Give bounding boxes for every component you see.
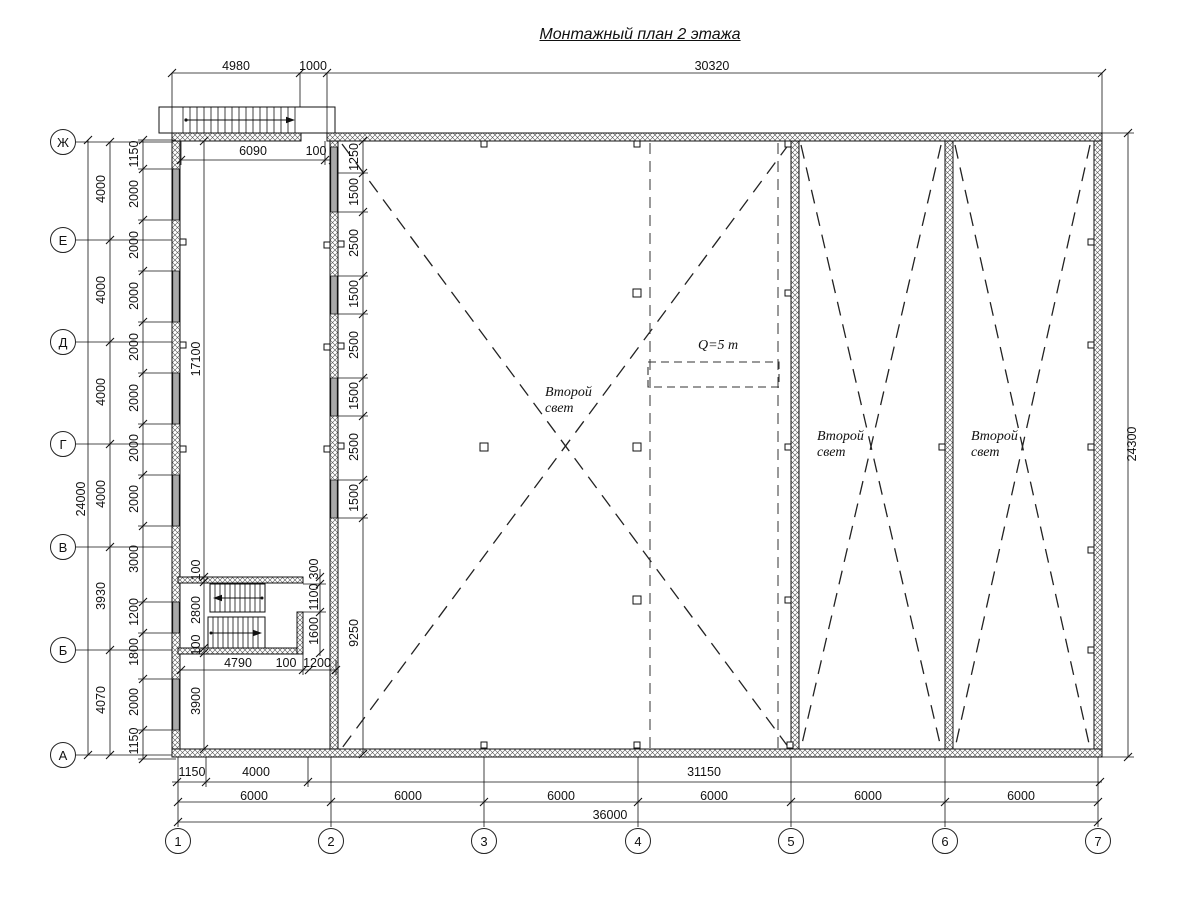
dim-label: 1600 [307, 617, 321, 645]
column-marker [324, 446, 330, 452]
column-marker [338, 343, 344, 349]
dim-label: 2800 [189, 596, 203, 624]
column-marker [480, 443, 488, 451]
dim-label: 4000 [242, 765, 270, 779]
dim-label: 1150 [178, 765, 206, 779]
dim-label: 36000 [592, 808, 628, 822]
dim-label: 1800 [127, 638, 141, 666]
column-marker [1088, 547, 1094, 553]
dim-label: 3000 [127, 545, 141, 573]
crane-zone [648, 143, 779, 748]
axis-bubble-row: Д [50, 329, 76, 355]
column-marker [338, 443, 344, 449]
column-marker [180, 342, 186, 348]
dim-label: 24000 [74, 481, 88, 517]
axis-bubble-col: 4 [625, 828, 651, 854]
dim-label: 3930 [94, 582, 108, 610]
dim-label: 6000 [854, 789, 882, 803]
dim-label: 1000 [299, 59, 327, 73]
wall-top-annex [172, 133, 301, 141]
column-marker [180, 239, 186, 245]
column-marker [1088, 239, 1094, 245]
dim-label: 2000 [127, 180, 141, 208]
axis-bubble-col: 2 [318, 828, 344, 854]
dim-label: 24300 [1125, 426, 1139, 462]
axis-bubble-col: 6 [932, 828, 958, 854]
window-segment [173, 679, 179, 730]
wall-top-main [327, 133, 1102, 141]
window-segment [173, 271, 179, 322]
stairwell-wall-right [297, 612, 303, 654]
axis-bubble-col: 1 [165, 828, 191, 854]
dim-label: 100 [189, 559, 203, 581]
column-marker [785, 141, 791, 147]
axis-bubble-row: Е [50, 227, 76, 253]
dim-label: 6000 [547, 789, 575, 803]
dim-label: 1500 [347, 280, 361, 308]
dim-label: 4000 [94, 175, 108, 203]
wall-axis5 [791, 141, 799, 749]
axis-bubble-row: В [50, 534, 76, 560]
dim-label: 1200 [127, 598, 141, 626]
column-marker [633, 596, 641, 604]
dim-label: 1150 [127, 140, 141, 168]
column-marker [1088, 342, 1094, 348]
dim-label: 1500 [347, 484, 361, 512]
wall-bottom [172, 749, 1102, 757]
dim-label: 4000 [94, 378, 108, 406]
column-marker [787, 742, 793, 748]
dim-label: 31150 [687, 765, 721, 779]
column-marker [180, 446, 186, 452]
column-marker [338, 241, 344, 247]
drawing-title: Монтажный план 2 этажа [539, 26, 741, 43]
dim-label: 2000 [127, 384, 141, 412]
window-segment [173, 169, 179, 220]
column-marker [785, 444, 791, 450]
dim-label: 2500 [347, 433, 361, 461]
column-marker [785, 290, 791, 296]
column-marker [481, 141, 487, 147]
axis-bubble-row: А [50, 742, 76, 768]
dim-label: 2000 [127, 333, 141, 361]
stair-path-start [184, 118, 187, 121]
exterior-stair [159, 107, 335, 133]
column-marker [634, 742, 640, 748]
dim-label: 1500 [347, 178, 361, 206]
dim-label: 9250 [347, 619, 361, 647]
dim-label: 100 [275, 656, 297, 670]
window-segment [331, 276, 337, 314]
column-marker [785, 597, 791, 603]
axis-bubble-row: Ж [50, 129, 76, 155]
dim-label: 1500 [347, 382, 361, 410]
window-segment [173, 475, 179, 526]
column-marker [633, 289, 641, 297]
wall-right [1094, 141, 1102, 749]
wall-left [172, 141, 180, 749]
axis-bubble-row: Б [50, 637, 76, 663]
dim-label: 100 [305, 144, 327, 158]
dim-label: 300 [307, 558, 321, 580]
dim-label: 4790 [224, 656, 252, 670]
column-marker [939, 444, 945, 450]
column-marker [1088, 647, 1094, 653]
dim-label: 100 [189, 634, 203, 656]
axis-bubble-col: 7 [1085, 828, 1111, 854]
second-light-label: Второй свет [971, 429, 1018, 460]
dim-label: 1100 [307, 583, 321, 611]
dim-label: 2000 [127, 485, 141, 513]
window-segment [173, 373, 179, 424]
dim-label: 30320 [694, 59, 730, 73]
dim-label: 2500 [347, 331, 361, 359]
wall-axis6 [945, 141, 953, 749]
interior-stair [208, 584, 265, 648]
axis-bubble-row: Г [50, 431, 76, 457]
window-segment [173, 602, 179, 633]
column-marker [324, 242, 330, 248]
dim-label: 2000 [127, 231, 141, 259]
dim-label: 6000 [1007, 789, 1035, 803]
dim-label: 1250 [347, 143, 361, 171]
column-marker [481, 742, 487, 748]
second-light-label: Второй свет [545, 385, 592, 416]
column-marker [634, 141, 640, 147]
window-segment [331, 480, 337, 518]
dim-label: 1200 [303, 656, 331, 670]
dim-label: 17100 [189, 341, 203, 377]
dim-label: 6000 [394, 789, 422, 803]
dim-label: 4000 [94, 276, 108, 304]
dim-label: 2500 [347, 229, 361, 257]
crane-bridge [648, 362, 779, 387]
dim-label: 3900 [189, 687, 203, 715]
dim-label: 2000 [127, 434, 141, 462]
crane-capacity-label: Q=5 т [698, 338, 739, 353]
dim-label: 4070 [94, 686, 108, 714]
axis-bubble-col: 5 [778, 828, 804, 854]
dim-label: 4000 [94, 480, 108, 508]
column-marker [1088, 444, 1094, 450]
axis-bubble-col: 3 [471, 828, 497, 854]
dim-label: 2000 [127, 282, 141, 310]
column-marker [633, 443, 641, 451]
dim-label: 6090 [239, 144, 267, 158]
dim-label: 1150 [127, 727, 141, 755]
dim-label: 6000 [240, 789, 268, 803]
window-segment [331, 378, 337, 416]
dim-label: 2000 [127, 688, 141, 716]
column-marker [324, 344, 330, 350]
dim-label: 6000 [700, 789, 728, 803]
dim-label: 4980 [222, 59, 250, 73]
second-light-label: Второй свет [817, 429, 864, 460]
